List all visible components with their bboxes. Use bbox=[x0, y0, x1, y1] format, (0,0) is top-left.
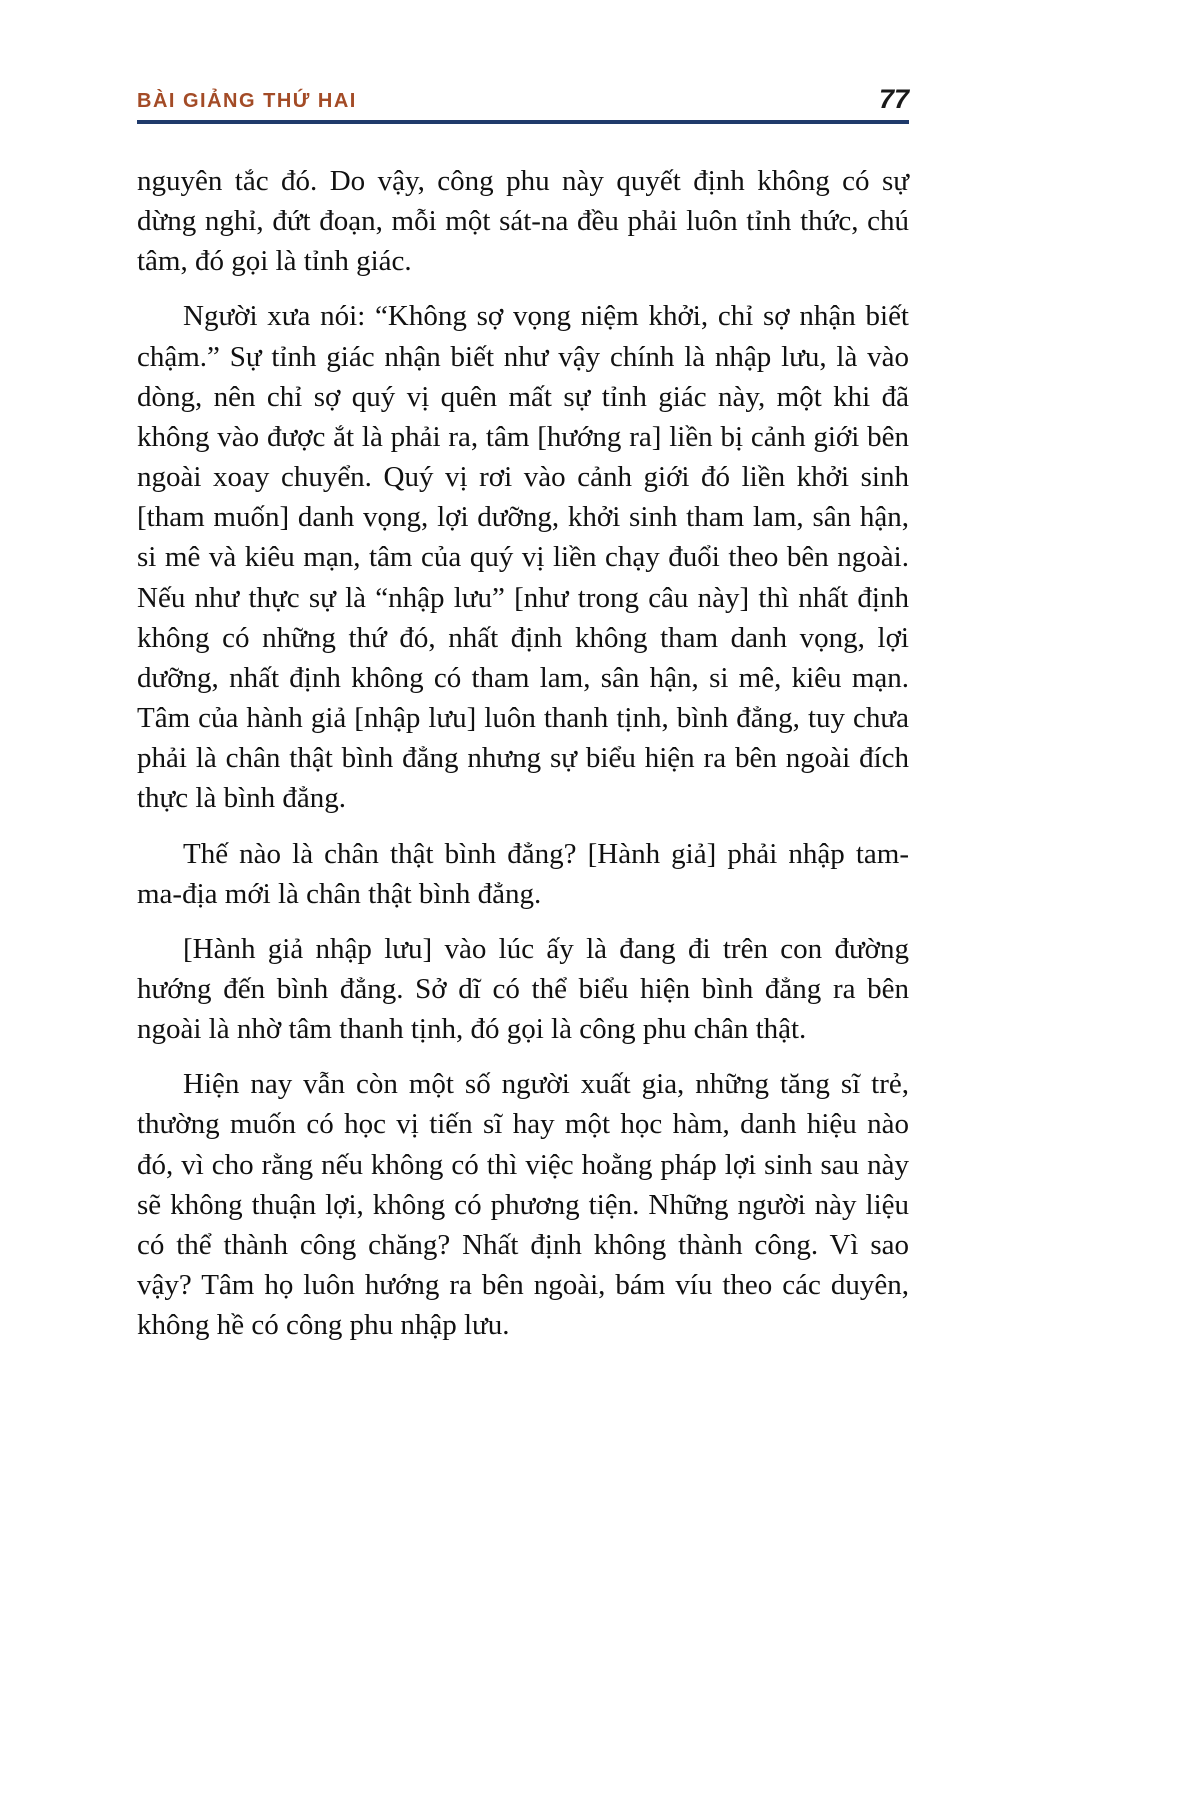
header-rule bbox=[137, 120, 909, 124]
page-header bbox=[137, 86, 909, 113]
paragraph: Hiện nay vẫn còn một số người xuất gia, những tăng sĩ trẻ, thường muốn có học vị tiến sĩ hay một học hàm, danh hiệu nào đó, vì cho rằng nếu không có thì việc hoằng pháp lợi sinh sau này sẽ không thuận lợi, không có phương tiện. Những người này liệu có thể thành công chăng? Nhất định không thành công. Vì sao vậy? Tâm họ luôn hướng ra bên ngoài, bám víu theo các duyên, không hề có công phu nhập lưu. bbox=[137, 1068, 909, 1342]
paragraph: nguyên tắc đó. Do vậy, công phu này quyết định không có sự dừng nghỉ, đứt đoạn, mỗi một sát-na đều phải luôn tỉnh thức, chú tâm, đó gọi là tỉnh giác. bbox=[137, 165, 909, 278]
paragraph: Người xưa nói: “Không sợ vọng niệm khởi, chỉ sợ nhận biết chậm.” Sự tỉnh giác nhận biết như vậy chính là nhập lưu, là vào dòng, nên chỉ sợ quý vị quên mất sự tỉnh giác này, một khi đã không vào được ắt là phải ra, tâm [hướng ra] liền bị cảnh giới bên ngoài xoay chuyển. Quý vị rơi vào cảnh giới đó liền khởi sinh [tham muốn] danh vọng, lợi dưỡng, khởi sinh tham lam, sân hận, si mê và kiêu mạn, tâm của quý vị liền chạy đuổi theo bên ngoài. Nếu như thực sự là “nhập lưu” [như trong câu này] thì nhất định không có những thứ đó, nhất định không tham danh vọng, lợi dưỡng, nhất định không có tham lam, sân hận, si mê, kiêu mạn. Tâm của hành giả [nhập lưu] luôn thanh tịnh, bình đẳng, tuy chưa phải là chân thật bình đẳng nhưng sự biểu hiện ra bên ngoài đích thực là bình đẳng. bbox=[137, 300, 909, 815]
page-number: 77 bbox=[878, 84, 909, 114]
body-text bbox=[137, 161, 909, 1345]
page-content bbox=[137, 86, 909, 1360]
paragraph: [Hành giả nhập lưu] vào lúc ấy là đang đi trên con đường hướng đến bình đẳng. Sở dĩ có thể biểu hiện bình đẳng ra bên ngoài là nhờ tâm thanh tịnh, đó gọi là công phu chân thật. bbox=[137, 932, 909, 1046]
running-head: BÀI GIẢNG THỨ HAI bbox=[137, 90, 357, 112]
paragraph: Thế nào là chân thật bình đẳng? [Hành giả] phải nhập tam-ma-địa mới là chân thật bình đẳng. bbox=[137, 837, 909, 910]
